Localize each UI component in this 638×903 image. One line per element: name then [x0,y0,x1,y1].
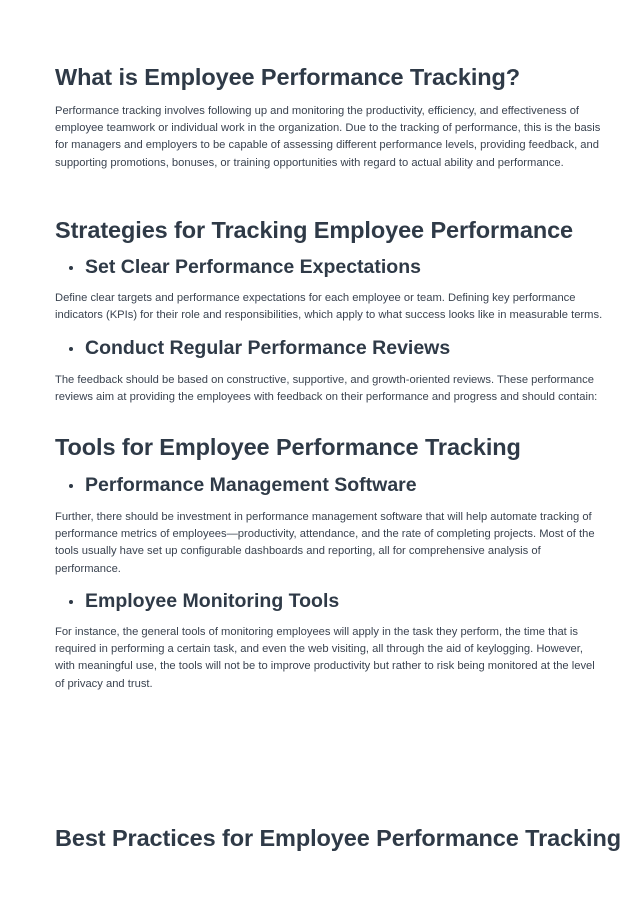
section-heading-tools: Tools for Employee Performance Tracking [55,434,521,460]
bullet-dot [69,266,73,270]
section-heading-best-practices: Best Practices for Employee Performance Tracking [55,825,621,851]
section-heading-what-is: What is Employee Performance Tracking? [55,64,521,90]
subheading-text: Conduct Regular Performance Reviews [85,337,451,359]
subheading-set-clear-expectations [69,254,421,280]
subheading-monitoring-tools [69,588,339,614]
paragraph-performance-software: Further, there should be investment in performance management software that will help automate tracking of performance metrics of employees—productivity, attendance, and the rate of completing projects. Most of the tools usually have set up configurable dashboards and reporting, all for comprehensive analysis of performance. [55,511,595,575]
subheading-text: Employee Monitoring Tools [85,590,340,612]
subheading-regular-reviews [69,335,450,361]
section-heading-strategies: Strategies for Tracking Employee Performance [55,217,574,243]
bullet-dot [69,484,73,488]
subheading-text: Performance Management Software [85,474,417,496]
section-paragraph-what-is: Performance tracking involves following up and monitoring the productivity, efficiency, and effectiveness of employee teamwork or individual work in the organization. Due to the tracking of performance, this is the basis for managers and employers to be capable of assessing different performance levels, providing feedback, and supporting promotions, bonuses, or training opportunities with regard to actual ability and performance. [55,105,601,169]
paragraph-monitoring-tools: For instance, the general tools of monitoring employees will apply in the task they perform, the time that is required in performing a certain task, and even the web visiting, all through the aid of keylogging. However, with meaningful use, the tools will not be to improve productivity but rather to risk being monitored at the level of privacy and trust. [55,626,595,690]
paragraph-set-clear-expectations: Define clear targets and performance expectations for each employee or team. Defining key performance indicators (KPIs) for their role and responsibilities, which apply to what success looks like in measurable terms. [55,292,603,322]
bullet-dot [69,600,73,604]
subheading-performance-software [69,472,417,498]
subheading-text: Set Clear Performance Expectations [85,256,421,278]
bullet-dot [69,347,73,351]
paragraph-regular-reviews: The feedback should be based on constructive, supportive, and growth-oriented reviews. These performance reviews aim at providing the employees with feedback on their performance and progress and should contain: [55,374,598,404]
